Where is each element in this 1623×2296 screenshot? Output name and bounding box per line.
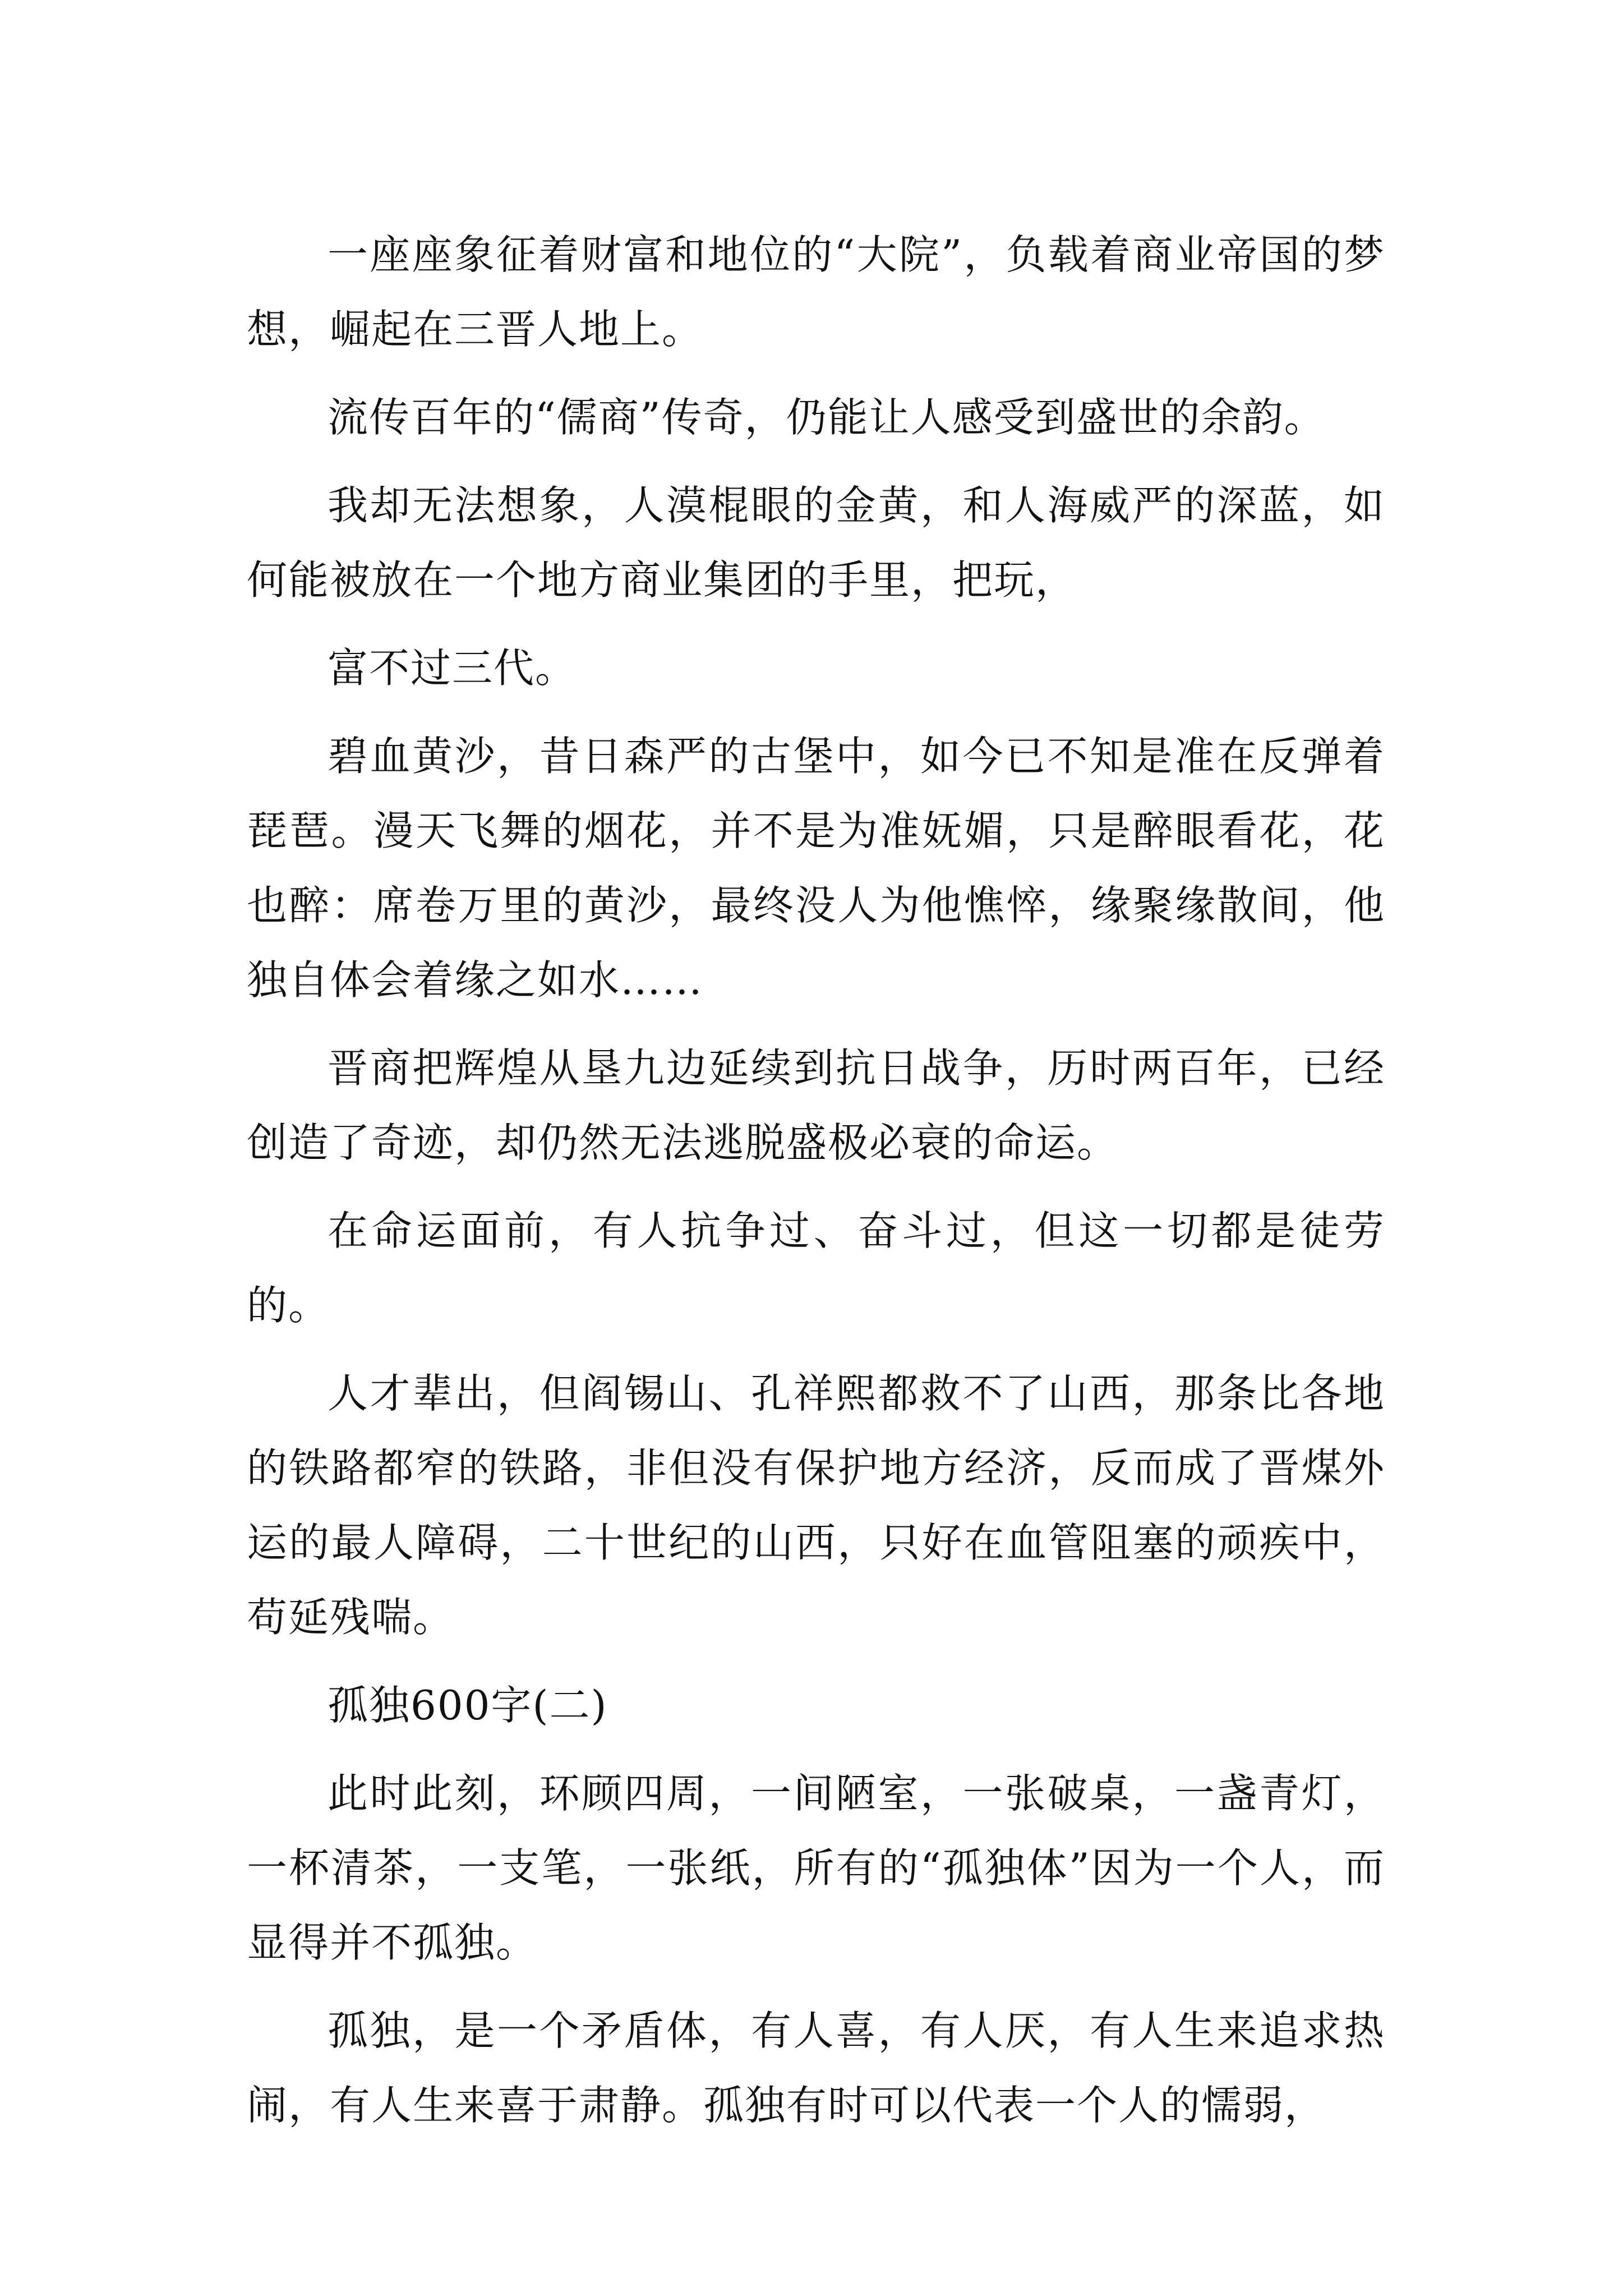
paragraph-6: 晋商把辉煌从垦九边延续到抗日战争，历时两百年，已经创造了奇迹，却仍然无法逃脱盛极必衰的命运。 xyxy=(247,1045,1385,1166)
paragraph-3: 我却无法想象，人漠棍眼的金黄，和人海威严的深蓝，如何能被放在一个地方商业集团的手里，把玩， xyxy=(247,482,1385,604)
paragraph-1: 一座座象征着财富和地位的“大院”，负载着商业帝国的梦想，崛起在三晋人地上。 xyxy=(247,231,1385,353)
paragraph-4: 富不过三代。 xyxy=(328,645,577,692)
paragraph-5: 碧血黄沙，昔日森严的古堡中，如今已不知是准在反弹着琵琶。漫天飞舞的烟花，并不是为准妩媚，只是醉眼看花，花也醉：席卷万里的黄沙，最终没人为他憔悴，缘聚缘散间，他独自体会着缘之如水…… xyxy=(247,733,1385,1004)
paragraph-2: 流传百年的“儒商”传奇，仍能让人感受到盛世的余韵。 xyxy=(328,394,1326,441)
paragraph-8: 人才辈出，但阎锡山、孔祥熙都救不了山西，那条比各地的铁路都窄的铁路，非但没有保护地方经济，反而成了晋煤外运的最人障碍，二十世纪的山西，只好在血管阻塞的顽疾中，苟延残喘。 xyxy=(247,1370,1385,1641)
paragraph-10: 孤独，是一个矛盾体，有人喜，有人厌，有人生来追求热闹，有人生来喜于肃静。孤独有时可以代表一个人的懦弱， xyxy=(247,2007,1385,2129)
paragraph-9: 此时此刻，环顾四周，一间陋室，一张破桌，一盏青灯，一杯清茶，一支笔，一张纸，所有的“孤独体”因为一个人，而显得并不孤独。 xyxy=(247,1770,1385,1966)
section-heading: 孤独600字(二) xyxy=(328,1682,608,1729)
document-body xyxy=(247,218,1385,2156)
paragraph-7: 在命运面前，有人抗争过、奋斗过，但这一切都是徒劳的。 xyxy=(247,1207,1385,1329)
